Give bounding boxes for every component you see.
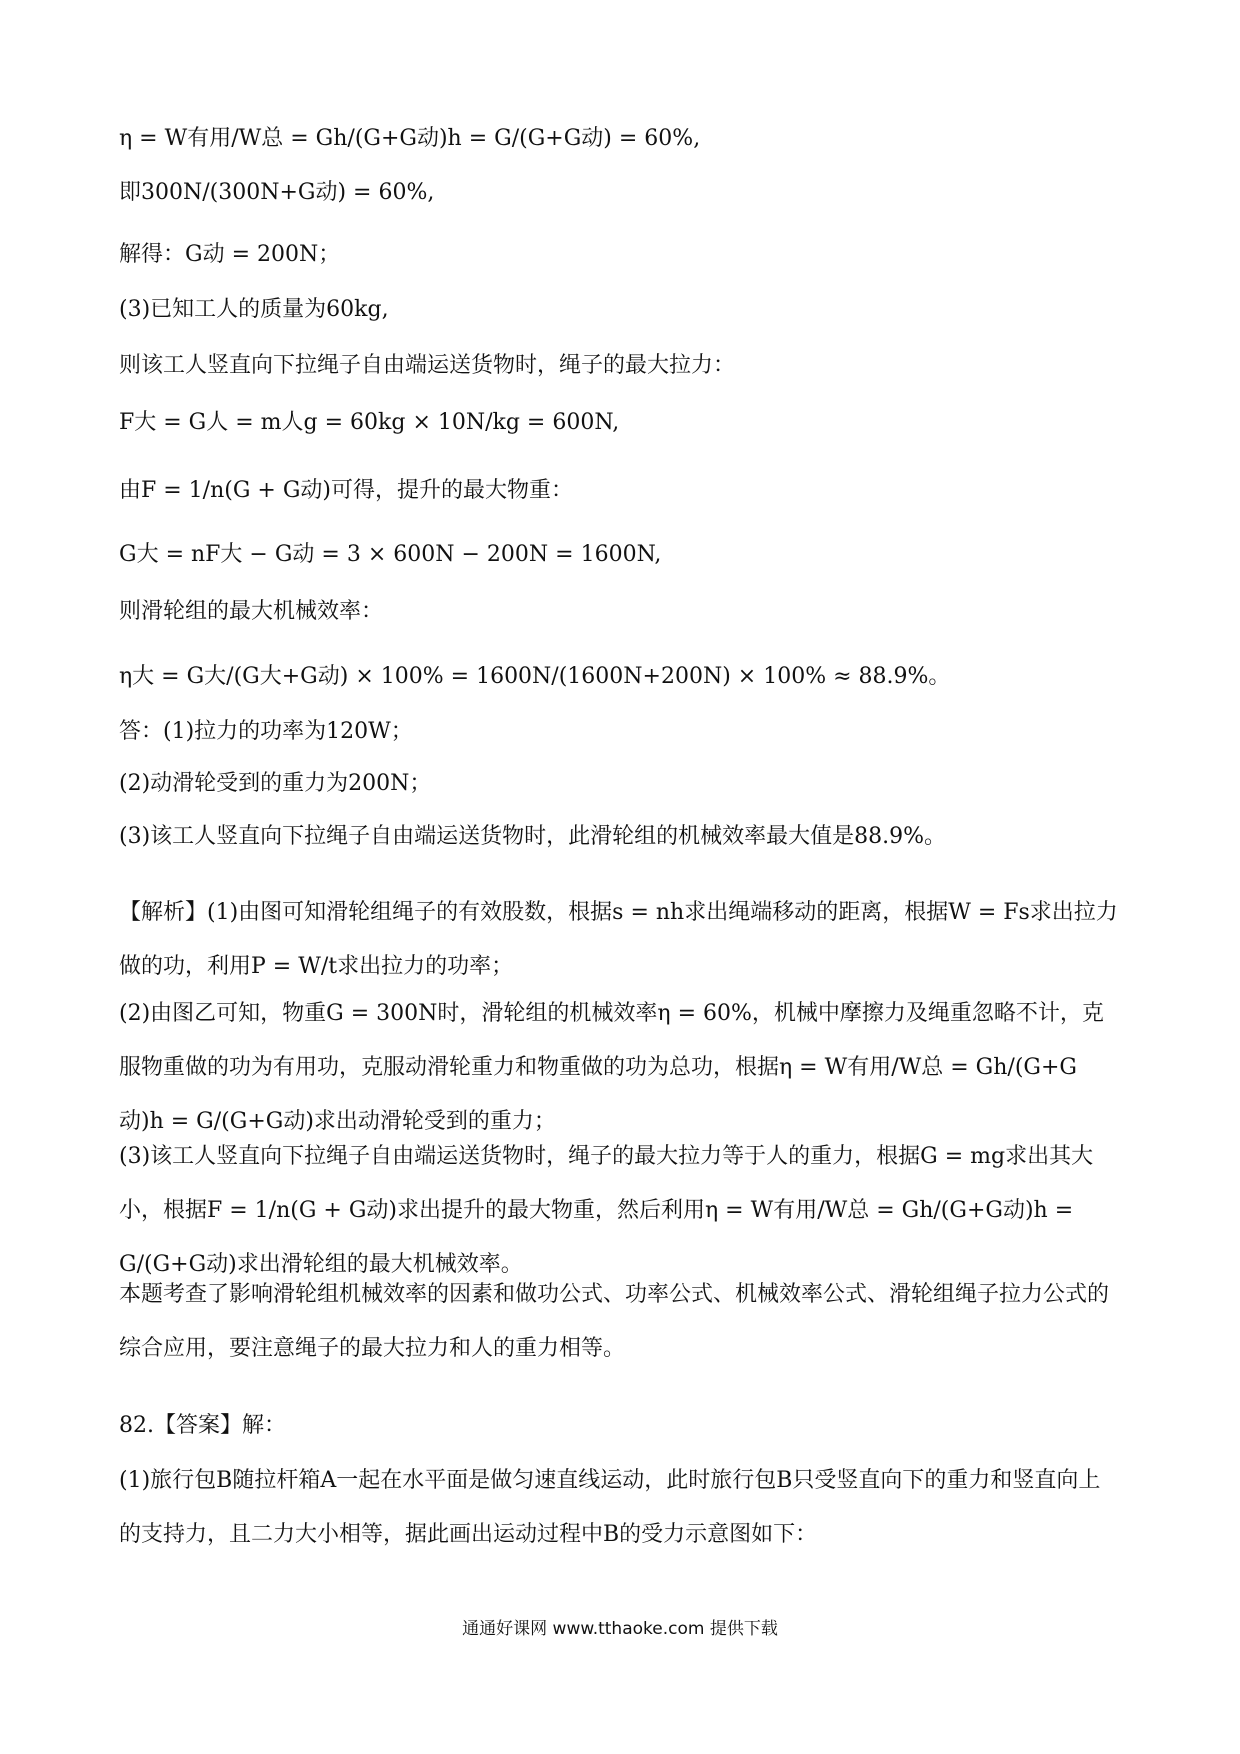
answer-1: 答：(1)拉力的功率为120W； <box>119 719 413 744</box>
formula-f-relation: 由F = 1/n(G + G动)可得，提升的最大物重： <box>119 478 573 503</box>
answer-2: (2)动滑轮受到的重力为200N； <box>119 771 432 796</box>
max-efficiency-text: 则滑轮组的最大机械效率： <box>119 599 384 624</box>
question-82-header: 82.【答案】解： <box>119 1413 286 1438</box>
page-footer: 通通好课网 www.tthaoke.com 提供下载 <box>462 1619 778 1639</box>
analysis-paragraph-1: 【解析】(1)由图可知滑轮组绳子的有效股数，根据s = nh求出绳端移动的距离，根据W = Fs求出拉力做的功，利用P = W/t求出拉力的功率； <box>119 900 1118 979</box>
formula-max-force: F大 = G人 = m人g = 60kg × 10N/kg = 600N, <box>119 410 620 435</box>
formula-ratio: 即300N/(300N+G动) = 60%, <box>119 180 435 205</box>
question-82-paragraph: (1)旅行包B随拉杆箱A一起在水平面是做匀速直线运动，此时旅行包B只受竖直向下的重力和竖直向上的支持力，且二力大小相等，据此画出运动过程中B的受力示意图如下： <box>119 1468 1101 1547</box>
analysis-paragraph-3: (3)该工人竖直向下拉绳子自由端运送货物时，绳子的最大拉力等于人的重力，根据G = mg求出其大小，根据F = 1/n(G + G动)求出提升的最大物重，然后利用η = W有用/W总 = Gh/(G+G动)h = G/(G+G动)求出滑轮组的最大机械效率。 <box>119 1144 1094 1277</box>
analysis-paragraph-2: (2)由图乙可知，物重G = 300N时，滑轮组的机械效率η = 60%，机械中摩擦力及绳重忽略不计，克服物重做的功为有用功，克服动滑轮重力和物重做的功为总功，根据η = W有用/W总 = Gh/(G+G动)h = G/(G+G动)求出动滑轮受到的重力； <box>119 1001 1104 1134</box>
answer-3: (3)该工人竖直向下拉绳子自由端运送货物时，此滑轮组的机械效率最大值是88.9%。 <box>119 824 947 849</box>
formula-efficiency: η = W有用/W总 = Gh/(G+G动)h = G/(G+G动) = 60%, <box>119 126 701 151</box>
solution-g-dong: 解得：G动 = 200N； <box>119 242 341 267</box>
step-3-mass: (3)已知工人的质量为60kg, <box>119 297 389 322</box>
max-pull-text: 则该工人竖直向下拉绳子自由端运送货物时，绳子的最大拉力： <box>119 353 736 378</box>
formula-max-weight: G大 = nF大 − G动 = 3 × 600N − 200N = 1600N, <box>119 542 662 567</box>
formula-max-efficiency: η大 = G大/(G大+G动) × 100% = 1600N/(1600N+200N) × 100% ≈ 88.9%。 <box>119 664 951 689</box>
summary-paragraph: 本题考查了影响滑轮组机械效率的因素和做功公式、功率公式、机械效率公式、滑轮组绳子拉力公式的综合应用，要注意绳子的最大拉力和人的重力相等。 <box>119 1282 1110 1361</box>
